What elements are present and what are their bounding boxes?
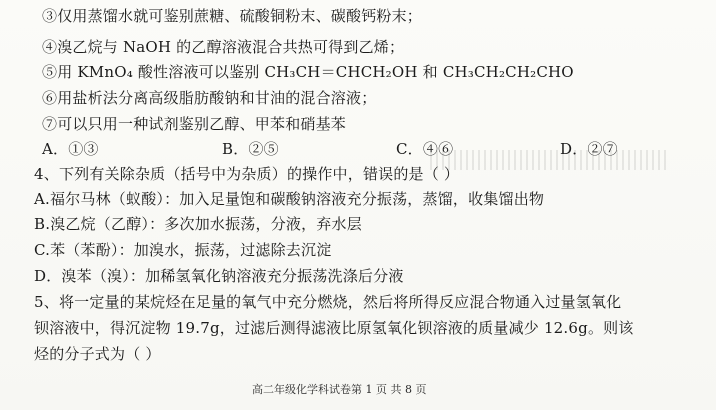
scan-noise bbox=[430, 150, 670, 170]
q4-option-a: A.福尔马林（蚁酸）：加入足量饱和碳酸钠溶液充分振荡，蒸馏，收集馏出物 bbox=[34, 190, 545, 208]
question-5-line-2: 钡溶液中，得沉淀物 19.7g，过滤后测得滤液比原氢氧化钡溶液的质量减少 12.6g。则该 bbox=[34, 319, 634, 337]
q4-option-c: C.苯（苯酚）：加溴水，振荡，过滤除去沉淀 bbox=[34, 241, 332, 259]
q4-option-b: B.溴乙烷（乙醇）：多次加水振荡，分液，弃水层 bbox=[34, 215, 362, 233]
question-4-stem: 4、下列有关除杂质（括号中为杂质）的操作中，错误的是（ ） bbox=[34, 165, 460, 183]
statement-5: ⑤用 KMnO₄ 酸性溶液可以鉴别 CH₃CH＝CHCH₂OH 和 CH₃CH₂CH₂CHO bbox=[42, 63, 574, 81]
q3-option-b: B．②⑤ bbox=[222, 140, 279, 158]
statement-4: ④溴乙烷与 NaOH 的乙醇溶液混合共热可得到乙烯； bbox=[42, 38, 405, 56]
statement-6: ⑥用盐析法分离高级脂肪酸钠和甘油的混合溶液； bbox=[42, 89, 377, 107]
question-5-line-3: 烃的分子式为（ ） bbox=[34, 345, 161, 363]
question-5-line-1: 5、将一定量的某烷烃在足量的氧气中充分燃烧，然后将所得反应混合物通入过量氢氧化 bbox=[34, 293, 622, 311]
q3-option-a: A．①③ bbox=[42, 140, 99, 158]
statement-7: ⑦可以只用一种试剂鉴别乙醇、甲苯和硝基苯 bbox=[42, 115, 347, 133]
page-footer: 高二年级化学科试卷第 1 页 共 8 页 bbox=[252, 383, 427, 396]
statement-3: ③仅用蒸馏水就可鉴别蔗糖、硫酸铜粉末、碳酸钙粉末； bbox=[42, 7, 423, 25]
q4-option-d: D．溴苯（溴）：加稀氢氧化钠溶液充分振荡洗涤后分液 bbox=[34, 267, 404, 285]
q3-option-c: C．④⑥ bbox=[396, 140, 454, 158]
q3-option-d: D．②⑦ bbox=[560, 140, 618, 158]
